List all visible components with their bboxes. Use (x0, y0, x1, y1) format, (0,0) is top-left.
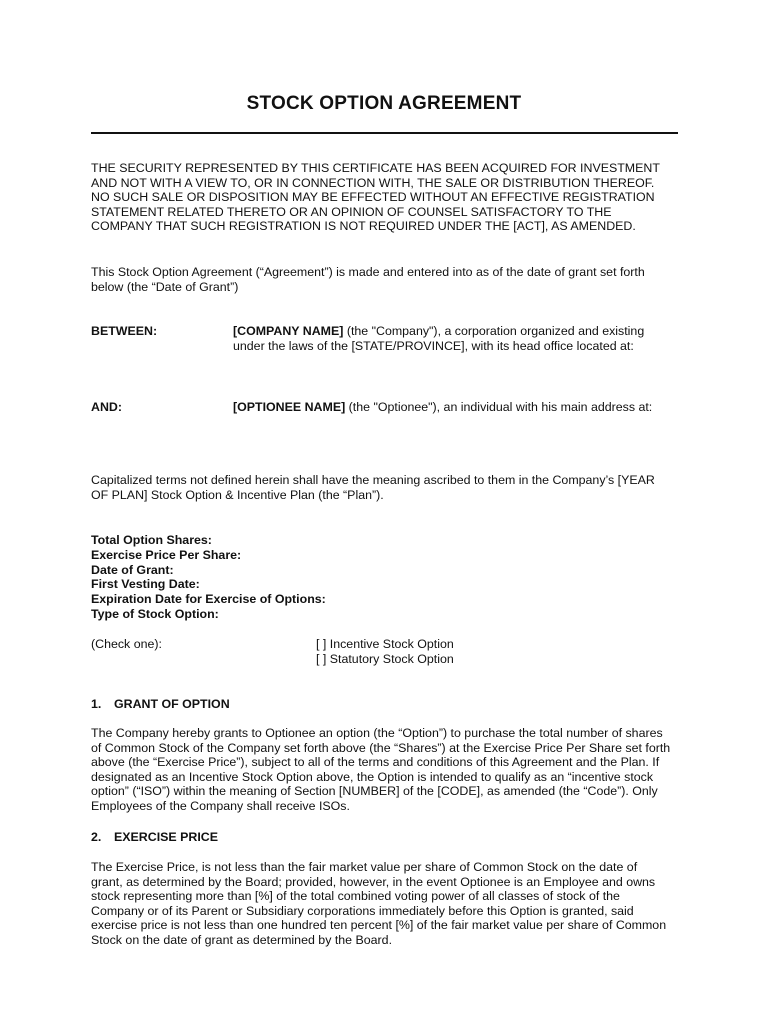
securities-legend (91, 161, 685, 234)
legend-line: NO SUCH SALE OR DISPOSITION MAY BE EFFECTED WITHOUT AN EFFECTIVE REGISTRATION (91, 190, 655, 205)
section-number: 2. (91, 830, 102, 844)
legend-line: STATEMENT RELATED THERETO OR AN OPINION OF COUNSEL SATISFACTORY TO THE (91, 204, 612, 219)
field-type-of-stock-option: Type of Stock Option: (91, 606, 219, 621)
field-expiration-date: Expiration Date for Exercise of Options: (91, 592, 326, 607)
optionee-line1: (the "Optionee"), an individual with his main address at: (345, 400, 653, 414)
paragraph-line: Stock on the date of grant as determined by the Board. (91, 932, 393, 947)
paragraph-line: Company or of its Parent or Subsidiary corporations immediately before this Option is granted, said (91, 903, 634, 918)
field-total-option-shares: Total Option Shares: (91, 533, 212, 547)
document-title: STOCK OPTION AGREEMENT (246, 93, 522, 114)
title-divider (91, 132, 678, 134)
capitalized-terms-paragraph (91, 473, 685, 502)
section-heading-grant-of-option (91, 697, 230, 712)
section-title: EXERCISE PRICE (114, 830, 218, 844)
paragraph-line: Employees of the Company shall receive ISOs. (91, 798, 350, 813)
company-party-text (233, 324, 673, 353)
company-line2: under the laws of the [STATE/PROVINCE], with its head office located at: (233, 338, 634, 353)
paragraph-line: option” (“ISO”) within the meaning of Section [NUMBER] of the [CODE], as amended (the “Code”). Only (91, 784, 658, 799)
company-name-placeholder: [COMPANY NAME] (233, 324, 344, 338)
legend-line: THE SECURITY REPRESENTED BY THIS CERTIFICATE HAS BEEN ACQUIRED FOR INVESTMENT (91, 161, 660, 175)
paragraph-line: grant, as determined by the Board; provided, however, in the event Optionee is an Employee and owns (91, 874, 656, 889)
field-exercise-price: Exercise Price Per Share: (91, 547, 242, 562)
section-heading-exercise-price (91, 830, 218, 845)
legend-line: COMPANY THAT SUCH REGISTRATION IS NOT REQUIRED UNDER THE [ACT], AS AMENDED. (91, 219, 636, 234)
optionee-name-placeholder: [OPTIONEE NAME] (233, 400, 346, 414)
intro-paragraph (91, 265, 685, 294)
section-title: GRANT OF OPTION (114, 697, 230, 711)
and-label: AND: (91, 400, 122, 414)
option-type-choices (316, 637, 454, 666)
paragraph-line: designated as an Incentive Stock Option above, the Option is intended to qualify as an “incentive stock (91, 769, 654, 784)
grant-of-option-paragraph (91, 726, 685, 814)
company-line1: (the "Company"), a corporation organized and existing (343, 324, 645, 338)
intro-line: below (the “Date of Grant”) (91, 279, 239, 294)
paragraph-line: The Company hereby grants to Optionee an option (the “Option”) to purchase the total number of shares (91, 726, 663, 740)
capitalized-line: OF PLAN] Stock Option & Incentive Plan (the “Plan”). (91, 487, 384, 502)
section-number: 1. (91, 697, 102, 711)
option-terms-list (91, 533, 326, 622)
field-first-vesting-date: First Vesting Date: (91, 577, 200, 592)
exercise-price-paragraph (91, 860, 685, 948)
capitalized-line: Capitalized terms not defined herein shall have the meaning ascribed to them in the Company’s [YEAR (91, 473, 655, 487)
paragraph-line: of Common Stock of the Company set forth above (the “Shares”) at the Exercise Price Per Share set forth (91, 740, 671, 755)
check-one-label: (Check one): (91, 637, 162, 651)
paragraph-line: stock representing more than [%] of the total combined voting power of all classes of stock of the (91, 889, 620, 904)
between-label: BETWEEN: (91, 324, 158, 338)
paragraph-line: exercise price is not less than one hundred ten percent [%] of the fair market value per share of Common (91, 918, 667, 933)
incentive-stock-option-checkbox[interactable]: [ ] Incentive Stock Option (316, 637, 454, 651)
optionee-party-text (233, 400, 673, 415)
intro-line: This Stock Option Agreement (“Agreement”) is made and entered into as of the date of grant set forth (91, 265, 645, 279)
statutory-stock-option-checkbox[interactable]: [ ] Statutory Stock Option (316, 651, 454, 666)
paragraph-line: above (the “Exercise Price”), subject to all of the terms and conditions of this Agreement and the Plan. If (91, 755, 660, 770)
field-date-of-grant: Date of Grant: (91, 562, 174, 577)
paragraph-line: The Exercise Price, is not less than the fair market value per share of Common Stock on the date of (91, 860, 638, 874)
legend-line: AND NOT WITH A VIEW TO, OR IN CONNECTION WITH, THE SALE OR DISTRIBUTION THEREOF. (91, 175, 655, 190)
